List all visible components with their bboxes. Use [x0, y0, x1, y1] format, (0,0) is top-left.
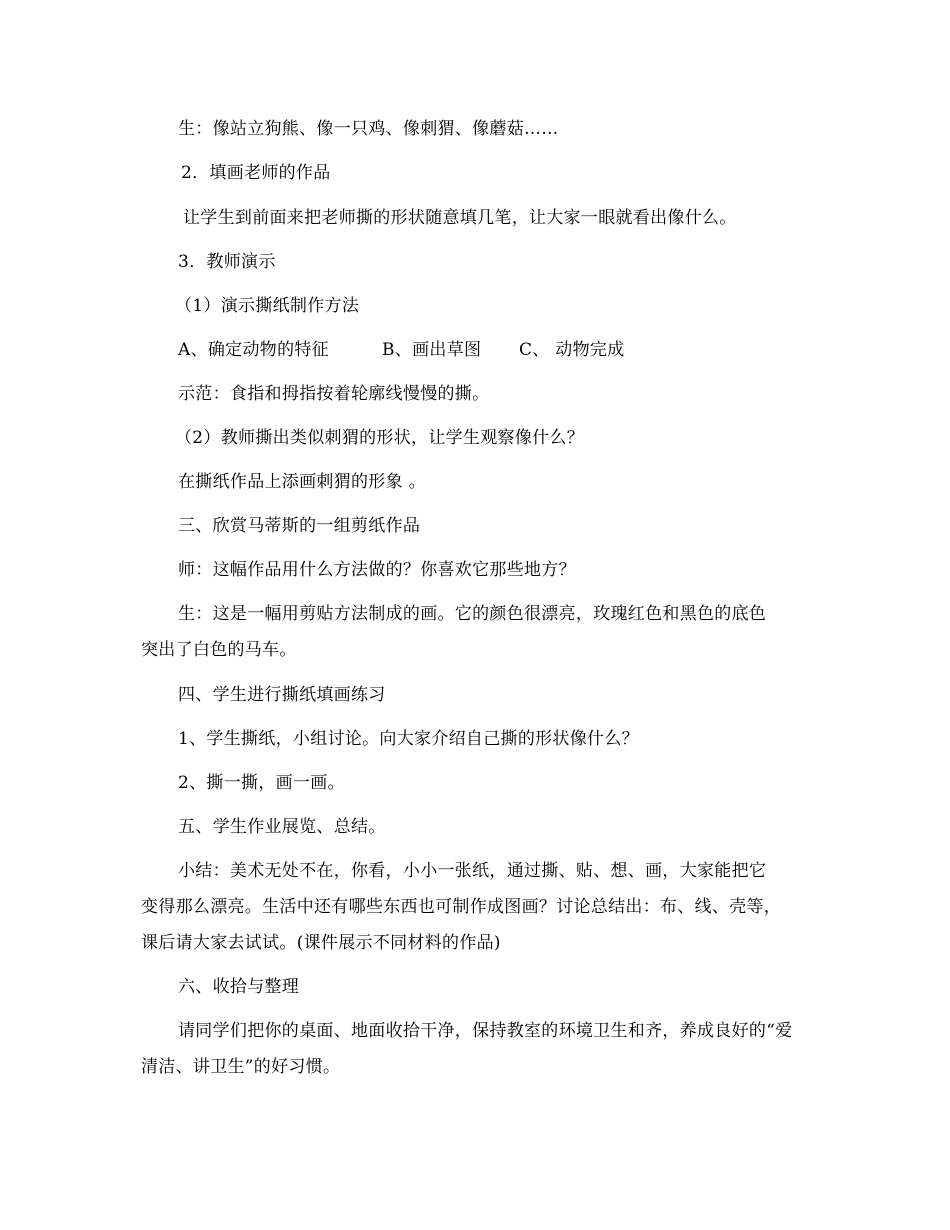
step-list [178, 338, 625, 362]
paragraph-line: 2、撕一撕，画一画。 [178, 773, 345, 793]
section-heading: 三、欣赏马蒂斯的一组剪纸作品 [178, 516, 421, 536]
section-heading: 五、学生作业展览、总结。 [178, 817, 386, 837]
paragraph-line: 示范：食指和拇指按着轮廓线慢慢的撕。 [178, 384, 490, 404]
paragraph-line: 在撕纸作品上添画刺猬的形象 。 [178, 472, 426, 492]
paragraph-line: 1、学生撕纸，小组讨论。向大家介绍自己撕的形状像什么？ [178, 729, 639, 749]
section-heading: 2．填画老师的作品 [181, 163, 331, 183]
section-heading: 六、收拾与整理 [178, 977, 300, 997]
paragraph-line: 生：这是一幅用剪贴方法制成的画。它的颜色很漂亮，玫瑰红色和黑色的底色 [178, 604, 767, 624]
step-b: B、画出草图 [382, 340, 482, 360]
section-heading: 3．教师演示 [178, 252, 276, 272]
step-a: A、确定动物的特征 [178, 340, 329, 360]
paragraph-line: 突出了白色的马车。 [141, 640, 297, 660]
subsection-heading: （2）教师撕出类似刺猬的形状，让学生观察像什么？ [175, 428, 585, 448]
paragraph-line: 师：这幅作品用什么方法做的？你喜欢它那些地方？ [178, 560, 576, 580]
paragraph-line: 清洁、讲卫生”的好习惯。 [141, 1057, 341, 1077]
paragraph-line: 小结：美术无处不在，你看，小小一张纸，通过撕、贴、想、画，大家能把它 [178, 861, 767, 881]
step-c: C、 动物完成 [519, 340, 625, 360]
subsection-heading: （1）演示撕纸制作方法 [175, 296, 360, 316]
section-heading: 四、学生进行撕纸填画练习 [178, 685, 386, 705]
paragraph-line: 请同学们把你的桌面、地面收拾干净，保持教室的环境卫生和齐，养成良好的“爱 [178, 1021, 793, 1041]
paragraph-line: 生：像站立狗熊、像一只鸡、像刺猬、像蘑菇…… [178, 119, 559, 139]
paragraph-line: 课后请大家去试试。(课件展示不同材料的作品) [141, 933, 501, 953]
paragraph-line: 变得那么漂亮。生活中还有哪些东西也可制作成图画？讨论总结出：布、线、壳等， [141, 897, 782, 917]
paragraph-line: 让学生到前面来把老师撕的形状随意填几笔，让大家一眼就看出像什么。 [183, 208, 737, 228]
